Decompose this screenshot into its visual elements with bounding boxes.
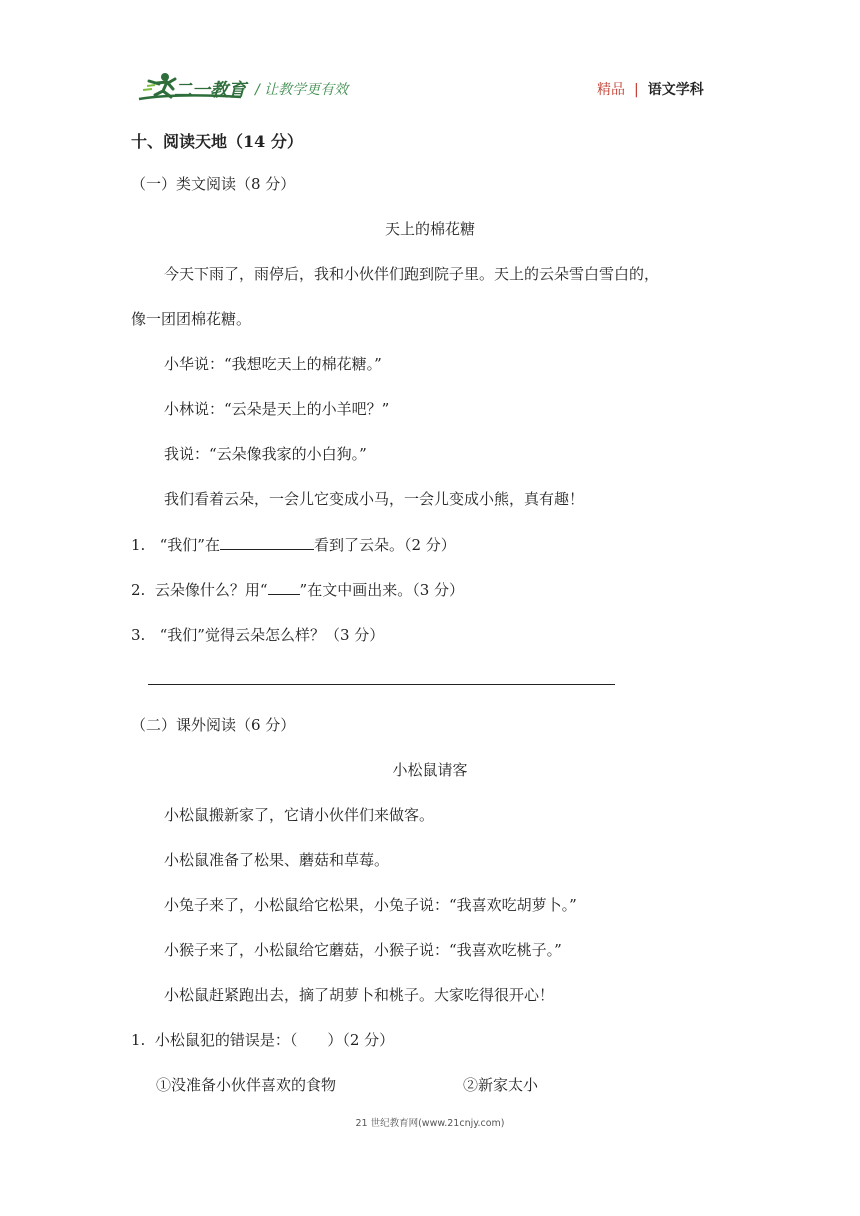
question-text: “我们”在 [159, 536, 220, 554]
part2-question-1 [131, 1029, 394, 1050]
part1-paragraph: 我们看着云朵，一会儿它变成小马，一会儿变成小熊，真有趣！ [164, 490, 585, 508]
part2-paragraph: 小松鼠赶紧跑出去，摘了胡萝卜和桃子。大家吃得很开心！ [164, 986, 555, 1004]
slogan: / 让教学更有效 [255, 82, 349, 98]
header-separator: | [634, 82, 639, 98]
question-text: 看到了云朵。（2 分） [313, 536, 456, 554]
part1-passage-title: 天上的棉花糖 [384, 220, 475, 238]
question-number: 2. [131, 581, 146, 599]
logo-text: 二一教育 [174, 80, 246, 101]
header-right [597, 79, 704, 99]
part2-paragraph: 小猴子来了，小松鼠给它蘑菇，小猴子说：“我喜欢吃桃子。” [164, 941, 562, 959]
part1-paragraph: 今天下雨了，雨停后，我和小伙伴们跑到院子里。天上的云朵雪白雪白的， [164, 265, 660, 283]
section-title: 十、阅读天地（14 分） [131, 132, 303, 151]
underline-sample [268, 580, 300, 595]
premium-tag: 精品 [597, 82, 625, 98]
part1-paragraph: 小华说：“我想吃天上的棉花糖。” [164, 355, 382, 373]
question-text: ”在文中画出来。（3 分） [299, 581, 465, 599]
page-header [0, 0, 860, 110]
answer-blank[interactable] [220, 535, 314, 550]
part2-heading: （二）课外阅读（6 分） [131, 716, 296, 734]
part1-paragraph: 像一团团棉花糖。 [131, 310, 252, 328]
part2-paragraph: 小兔子来了，小松鼠给它松果，小兔子说：“我喜欢吃胡萝卜。” [164, 896, 577, 914]
part1-paragraph: 小林说：“云朵是天上的小羊吧？” [164, 400, 390, 418]
page-footer: 21 世纪教育网(www.21cnjy.com) [355, 1118, 505, 1129]
part1-heading: （一）类文阅读（8 分） [131, 175, 296, 193]
part1-paragraph: 我说：“云朵像我家的小白狗。” [164, 445, 367, 463]
question-text: “我们”觉得云朵怎么样？（3 分） [159, 626, 385, 644]
option-2[interactable]: ②新家太小 [463, 1076, 539, 1094]
answer-line[interactable] [148, 684, 615, 685]
part2-paragraph: 小松鼠搬新家了，它请小伙伴们来做客。 [164, 806, 435, 824]
question-1 [131, 534, 456, 555]
part2-passage-title: 小松鼠请客 [392, 761, 468, 779]
question-number: 1. [131, 536, 146, 554]
question-text: 小松鼠犯的错误是：（ ）（2 分） [154, 1031, 395, 1049]
question-3 [131, 624, 384, 645]
part2-paragraph: 小松鼠准备了松果、蘑菇和草莓。 [164, 851, 390, 869]
option-1[interactable]: ①没准备小伙伴喜欢的食物 [156, 1076, 337, 1094]
question-2 [131, 579, 464, 600]
subject-label: 语文学科 [647, 82, 704, 98]
question-number: 1. [131, 1031, 146, 1049]
question-number: 3. [131, 626, 146, 644]
question-text: 云朵像什么？用“ [154, 581, 268, 599]
